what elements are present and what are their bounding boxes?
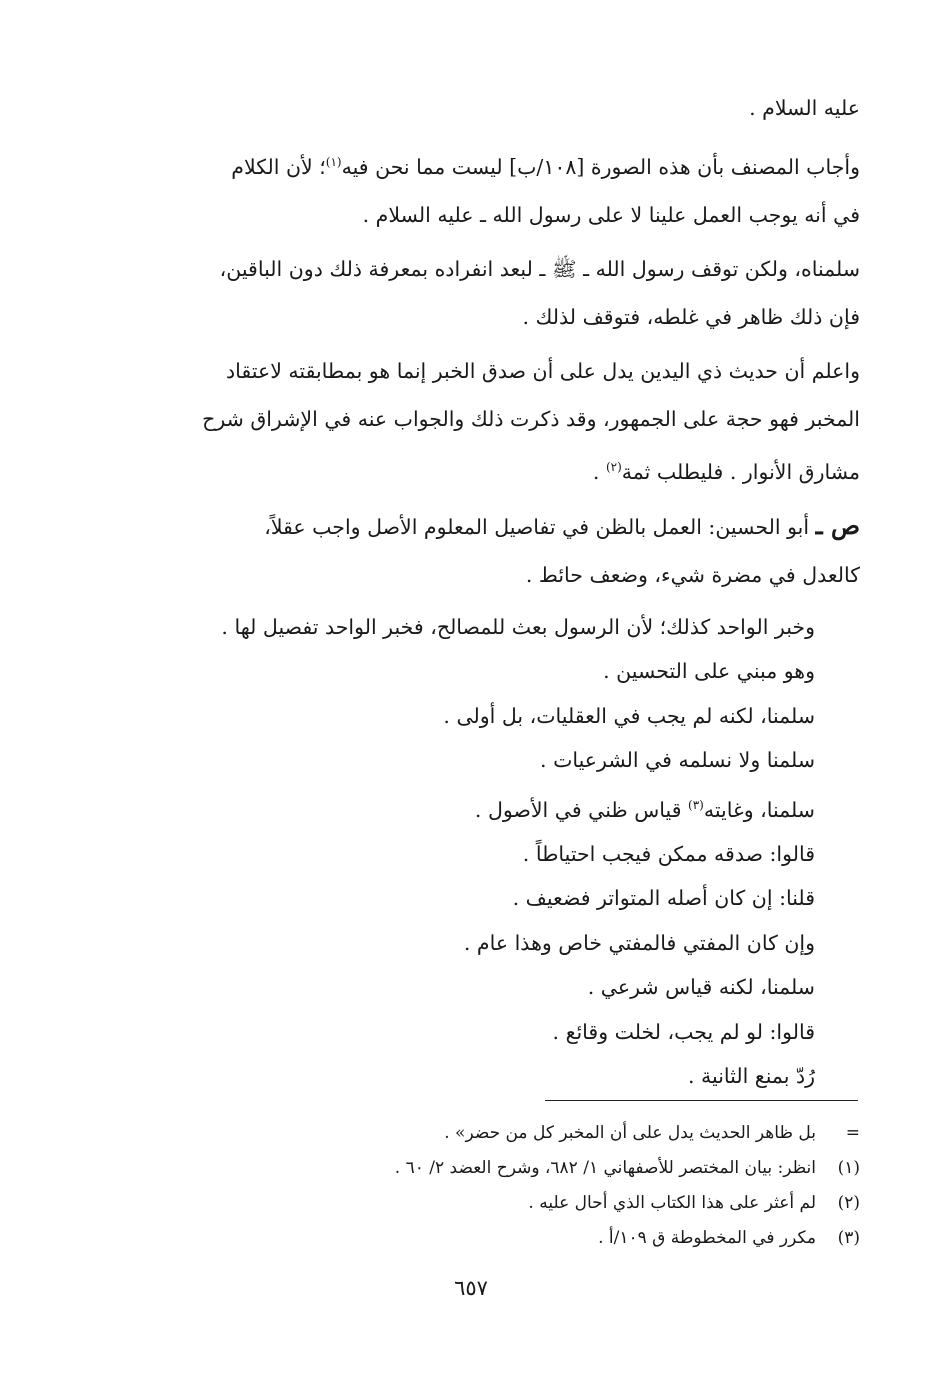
footnote-text: بل ظاهر الحديث يدل على أن المخبر كل من حضر» . <box>444 1123 816 1143</box>
paragraph-4 <box>82 502 860 599</box>
text-line: واعلم أن حديث ذي اليدين يدل على أن صدق الخبر إنما هو بمطابقته لاعتقاد <box>226 358 860 383</box>
verse-line: قالوا: لو لم يجب، لخلت وقائع . <box>552 1019 815 1044</box>
footnote-ref-3[interactable]: (٣) <box>688 797 704 812</box>
text-line: كالعدل في مضرة شيء، وضعف حائط . <box>525 562 860 587</box>
text-line: عليه السلام . <box>749 96 860 120</box>
footnotes <box>82 1116 860 1256</box>
footnote <box>82 1116 860 1151</box>
paragraph-3 <box>82 347 860 496</box>
text-line: سلمناه، ولكن توقف رسول الله ـ ﷺ ـ لبعد انفراده بمعرفة ذلك دون الباقين، <box>219 256 860 281</box>
verse-line: سلمنا ولا نسلمه في الشرعيات . <box>540 748 815 773</box>
footnote-divider <box>545 1100 858 1101</box>
footnote-number: (١) <box>837 1158 860 1178</box>
paragraph-1 <box>82 138 860 239</box>
page-body <box>82 84 860 1099</box>
footnote-text: انظر: بيان المختصر للأصفهاني ١/ ٦٨٢، وشرح العضد ٢/ ٦٠ . <box>394 1158 816 1178</box>
verse-line: رُدّ بمنع الثانية . <box>687 1064 815 1089</box>
text-line: ؛ لأن الكلام <box>231 154 326 179</box>
footnote-number: (٣) <box>837 1228 860 1248</box>
verse-line: قالوا: صدقه ممكن فيجب احتياطاً . <box>522 841 815 866</box>
footnote-number: (٢) <box>837 1193 860 1213</box>
verse-line: قياس ظني في الأصول . <box>474 797 689 822</box>
sad-marker: ص ـ <box>815 510 860 540</box>
text-line: . <box>592 459 606 484</box>
verse-line: سلمنا، لكنه لم يجب في العقليات، بل أولى . <box>443 703 815 728</box>
verse-line: وخبر الواحد كذلك؛ لأن الرسول بعث للمصالح، فخبر الواحد تفصيل لها . <box>221 614 815 639</box>
verse-line: وهو مبني على التحسين . <box>603 659 815 684</box>
paragraph-2 <box>82 245 860 341</box>
verse-line: وإن كان المفتي فالمفتي خاص وهذا عام . <box>463 930 815 955</box>
footnote-ref-2[interactable]: (٢) <box>605 459 622 474</box>
verse-line: قلنا: إن كان أصله المتواتر فضعيف . <box>512 886 815 911</box>
page-number: ٦٥٧ <box>454 1276 488 1300</box>
footnote <box>82 1221 860 1256</box>
footnote <box>82 1151 860 1186</box>
text-line: المخبر فهو حجة على الجمهور، وقد ذكرت ذلك والجواب عنه في الإشراق شرح <box>202 406 860 431</box>
footnote <box>82 1186 860 1221</box>
text-line: في أنه يوجب العمل علينا لا على رسول الله ـ عليه السلام . <box>362 202 860 227</box>
footnote-text: لم أعثر على هذا الكتاب الذي أحال عليه . <box>528 1193 816 1213</box>
verse-block <box>82 605 815 1099</box>
footnote-ref-1[interactable]: (١) <box>325 155 342 169</box>
footnote-number: = <box>845 1123 860 1143</box>
footnote-text: مكرر في المخطوطة ق ١٠٩/أ . <box>598 1228 816 1248</box>
verse-line: سلمنا، وغايته <box>703 797 815 822</box>
text-line: مشارق الأنوار . فليطلب ثمة <box>621 459 860 484</box>
verse-line: سلمنا، لكنه قياس شرعي . <box>587 975 815 1000</box>
text-line: أبو الحسين: العمل بالظن في تفاصيل المعلوم الأصل واجب عقلاً، <box>264 514 816 539</box>
text-line: وأجاب المصنف بأن هذه الصورة [١٠٨/ب] ليست مما نحن فيه <box>341 154 860 179</box>
text-line: فإن ذلك ظاهر في غلطه، فتوقف لذلك . <box>522 304 860 329</box>
paragraph-0 <box>82 84 860 132</box>
